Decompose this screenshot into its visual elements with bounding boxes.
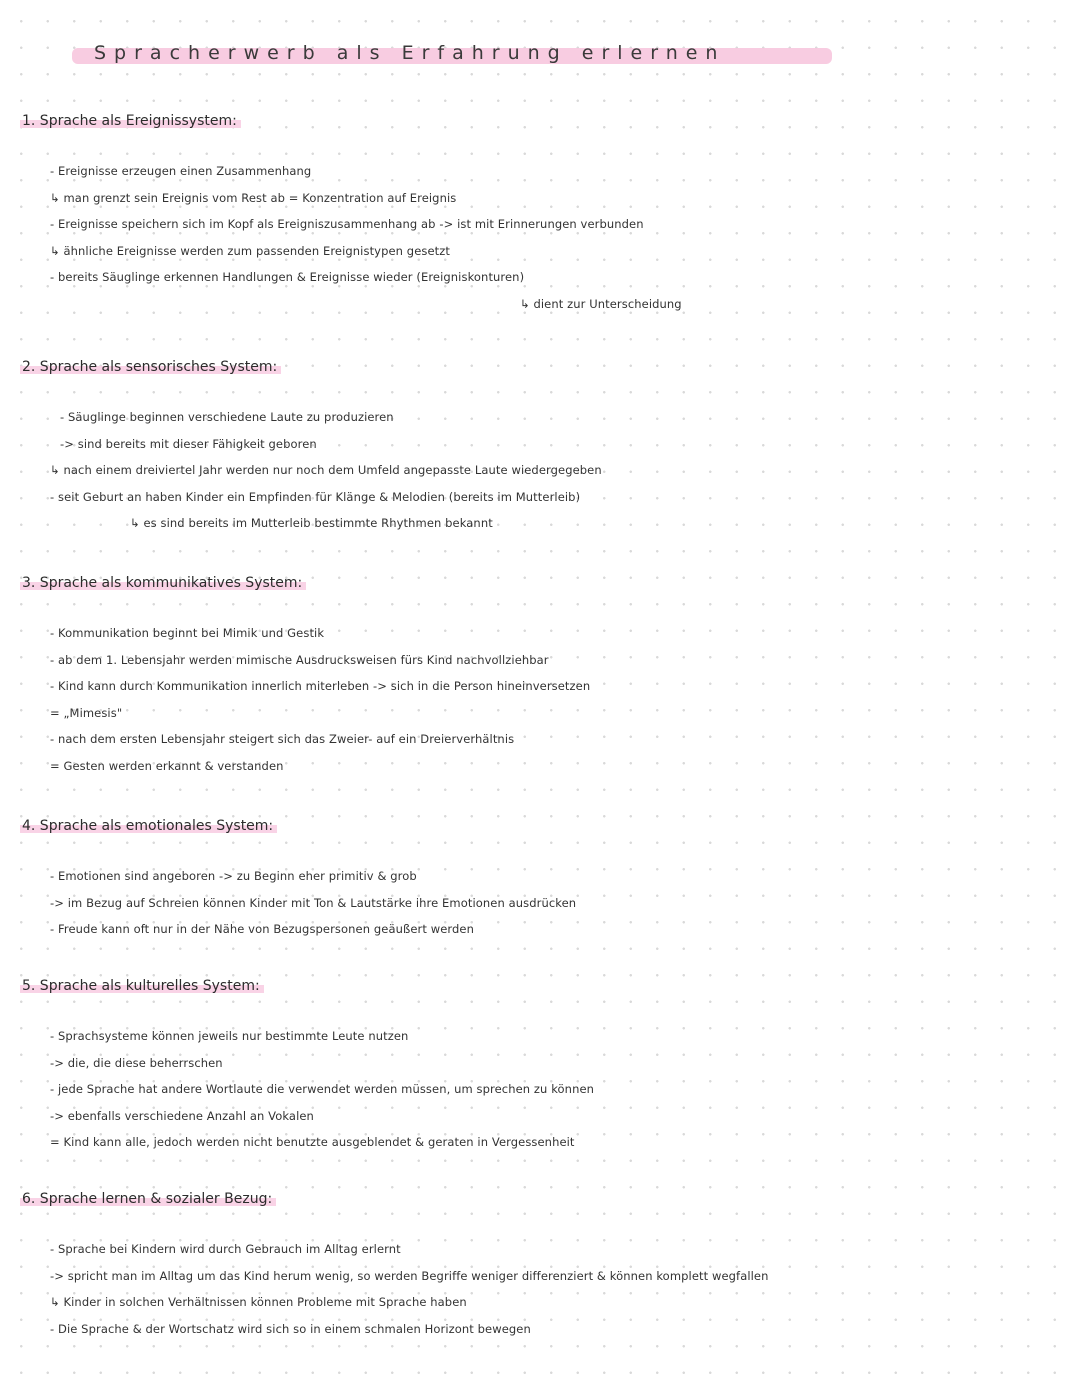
section-heading: 2. Sprache als sensorisches System: (20, 358, 281, 376)
section-heading: 6. Sprache lernen & sozialer Bezug: (20, 1190, 276, 1208)
section-sozialer-bezug (20, 1188, 1060, 1342)
page-title-text: Spracherwerb als Erfahrung erlernen (94, 42, 726, 64)
note-line: ↳ dient zur Unterscheidung (520, 296, 682, 311)
section-heading: 5. Sprache als kulturelles System: (20, 977, 264, 995)
section-lines (20, 158, 1060, 317)
note-line: - Sprache bei Kindern wird durch Gebrauch im Alltag erlernt (50, 1242, 401, 1256)
note-line: -> spricht man im Alltag um das Kind herum wenig, so werden Begriffe weniger differenziert & können komplett wegfallen (50, 1268, 769, 1283)
section-lines (20, 1023, 1060, 1156)
section-heading: 1. Sprache als Ereignissystem: (20, 112, 241, 130)
section-kulturell (20, 975, 1060, 1156)
section-lines (20, 620, 1060, 779)
note-line: - Emotionen sind angeboren -> zu Beginn eher primitiv & grob (50, 869, 417, 883)
note-line: -> im Bezug auf Schreien können Kinder mit Ton & Lautstärke ihre Emotionen ausdrücken (50, 895, 577, 910)
note-line: -> sind bereits mit dieser Fähigkeit geboren (60, 436, 317, 451)
note-line: - ab dem 1. Lebensjahr werden mimische Ausdrucksweisen fürs Kind nachvollziehbar (50, 652, 549, 667)
note-line: - Säuglinge beginnen verschiedene Laute zu produzieren (60, 410, 394, 424)
note-line: -> die, die diese beherrschen (50, 1055, 223, 1070)
note-line: = Gesten werden erkannt & verstanden (50, 758, 284, 773)
section-kommunikativ (20, 572, 1060, 779)
note-line: = Kind kann alle, jedoch werden nicht benutzte ausgeblendet & geraten in Vergessenheit (50, 1135, 575, 1149)
section-lines (20, 404, 1060, 537)
section-heading: 4. Sprache als emotionales System: (20, 817, 277, 835)
note-line: - Ereignisse speichern sich im Kopf als Ereigniszusammenhang ab -> ist mit Erinnerungen verbunden (50, 217, 644, 231)
section-heading: 3. Sprache als kommunikatives System: (20, 574, 306, 592)
note-line: -> ebenfalls verschiedene Anzahl an Vokalen (50, 1108, 314, 1123)
note-line: - jede Sprache hat andere Wortlaute die verwendet werden müssen, um sprechen zu können (50, 1082, 595, 1096)
note-line: - nach dem ersten Lebensjahr steigert sich das Zweier- auf ein Dreierverhältnis (50, 732, 515, 746)
section-lines (20, 863, 1060, 943)
note-line: - Kommunikation beginnt bei Mimik und Gestik (50, 626, 325, 640)
note-line: - Ereignisse erzeugen einen Zusammenhang (50, 164, 312, 178)
note-line: - Sprachsysteme können jeweils nur bestimmte Leute nutzen (50, 1029, 409, 1043)
note-line: = „Mimesis" (50, 705, 123, 720)
note-line: ↳ Kinder in solchen Verhältnissen können Probleme mit Sprache haben (50, 1295, 467, 1309)
section-lines (20, 1236, 1060, 1342)
note-line: ↳ ähnliche Ereignisse werden zum passenden Ereignistypen gesetzt (50, 243, 450, 258)
note-line: - seit Geburt an haben Kinder ein Empfinden für Klänge & Melodien (bereits im Mutterleib) (50, 489, 581, 504)
note-line: - Die Sprache & der Wortschatz wird sich so in einem schmalen Horizont bewegen (50, 1321, 531, 1336)
note-line: ↳ man grenzt sein Ereignis vom Rest ab = Konzentration auf Ereignis (50, 190, 457, 205)
section-emotional (20, 815, 1060, 943)
page-title (72, 38, 832, 78)
section-sensorisch (20, 356, 1060, 537)
note-line: ↳ es sind bereits im Mutterleib bestimmte Rhythmen bekannt (130, 516, 493, 530)
section-ereignissystem (20, 110, 1060, 317)
note-line: - bereits Säuglinge erkennen Handlungen & Ereignisse wieder (Ereigniskonturen) (50, 270, 525, 284)
note-line: - Freude kann oft nur in der Nähe von Bezugspersonen geäußert werden (50, 922, 474, 936)
note-line: ↳ nach einem dreiviertel Jahr werden nur noch dem Umfeld angepasste Laute wiedergegeben (50, 463, 602, 477)
note-line: - Kind kann durch Kommunikation innerlich miterleben -> sich in die Person hineinversetzen (50, 679, 591, 693)
